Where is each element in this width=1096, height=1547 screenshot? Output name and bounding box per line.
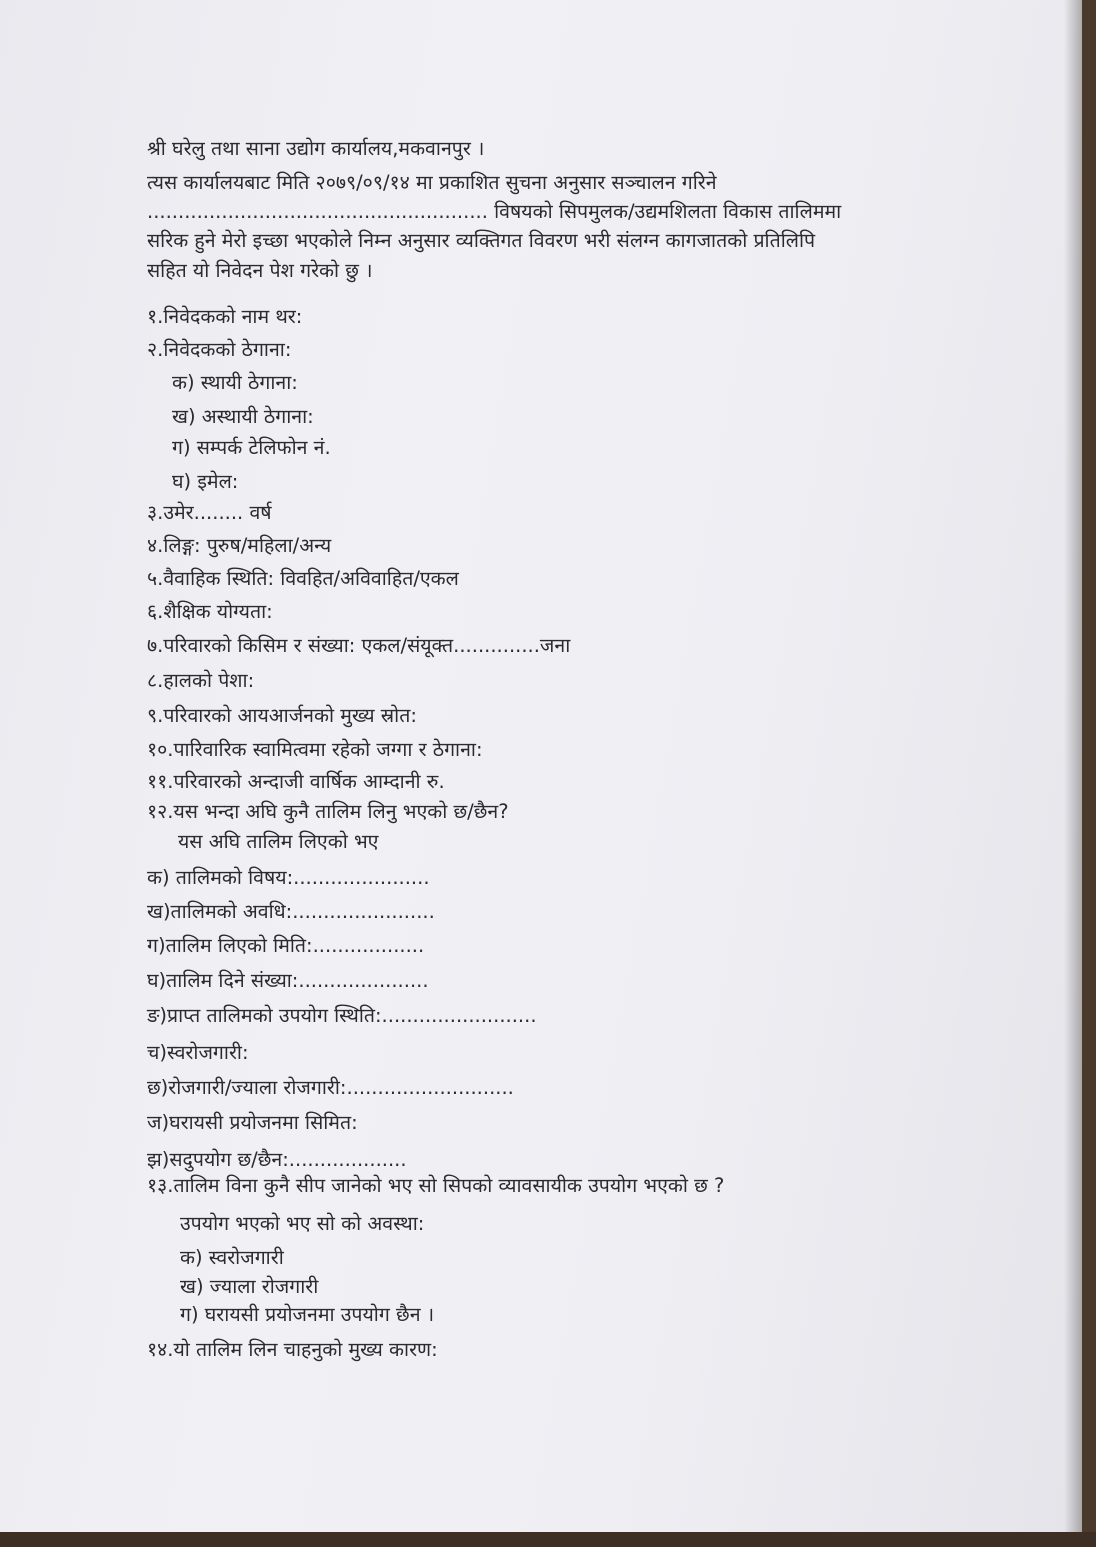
field-self-employment: च)स्वरोजगारी:	[147, 1041, 249, 1064]
field-wage-employment: छ)रोजगारी/ज्याला रोजगारी:...........................	[147, 1076, 514, 1099]
field-training-duration: ख)तालिमको अवधि:.......................	[147, 900, 435, 923]
field-prior-training-sub: यस अघि तालिम लिएको भए	[178, 830, 379, 853]
field-training-date: ग)तालिम लिएको मिति:..................	[147, 934, 425, 957]
field-annual-income: ११.परिवारको अन्दाजी वार्षिक आम्दानी रु.	[147, 770, 445, 793]
field-marital-status: ५.वैवाहिक स्थिति: विवहित/अविवाहित/एकल	[147, 567, 459, 590]
field-household-use: ज)घरायसी प्रयोजनमा सिमित:	[147, 1111, 358, 1134]
field-temporary-address: ख) अस्थायी ठेगाना:	[172, 405, 314, 428]
field-contact-phone: ग) सम्पर्क टेलिफोन नं.	[172, 436, 331, 459]
field-email: घ) इमेल:	[172, 470, 239, 493]
field-gender: ४.लिङ्ग: पुरुष/महिला/अन्य	[147, 534, 332, 557]
field-usage-self-employment: क) स्वरोजगारी	[180, 1246, 284, 1269]
field-proper-use: झ)सदुपयोग छ/छैन:...................	[147, 1148, 407, 1171]
field-usage-status: उपयोग भएको भए सो को अवस्था:	[180, 1212, 425, 1235]
paper-right-shadow	[1064, 0, 1082, 1532]
field-permanent-address: क) स्थायी ठेगाना:	[172, 371, 298, 394]
field-education: ६.शैक्षिक योग्यता:	[147, 600, 273, 623]
intro-line-2: ....................................................... विषयको सिपमुलक/उद्यमशिलता विकास तालिममा	[147, 200, 842, 223]
field-training-usage: ङ)प्राप्त तालिमको उपयोग स्थिति:.........................	[147, 1004, 537, 1027]
table-surface	[0, 1532, 1096, 1547]
field-training-provider: घ)तालिम दिने संख्या:.....................	[147, 969, 429, 992]
field-main-reason: १४.यो तालिम लिन चाहनुको मुख्य कारण:	[147, 1338, 438, 1361]
field-usage-household: ग) घरायसी प्रयोजनमा उपयोग छैन ।	[180, 1303, 435, 1326]
field-prior-training: १२.यस भन्दा अघि कुनै तालिम लिनु भएको छ/छैन?	[147, 800, 509, 823]
field-age: ३.उमेर........ वर्ष	[147, 501, 272, 524]
intro-line-1: त्यस कार्यालयबाट मिति २०७९/०९/१४ मा प्रकाशित सुचना अनुसार सञ्चालन गरिने	[147, 171, 717, 194]
intro-line-3: सरिक हुने मेरो इच्छा भएकोले निम्न अनुसार व्यक्तिगत विवरण भरी संलग्न कागजातको प्रतिलिपि	[147, 229, 816, 252]
addressee-line: श्री घरेलु तथा साना उद्योग कार्यालय,मकवानपुर ।	[147, 137, 485, 160]
field-usage-wage-employment: ख) ज्याला रोजगारी	[180, 1275, 319, 1298]
field-family-land: १०.पारिवारिक स्वामित्वमा रहेको जग्गा र ठेगाना:	[147, 738, 483, 761]
field-applicant-name: १.निवेदकको नाम थर:	[147, 305, 303, 328]
intro-line-4: सहित यो निवेदन पेश गरेको छु ।	[147, 259, 373, 282]
field-applicant-address: २.निवेदकको ठेगाना:	[147, 338, 292, 361]
field-current-occupation: ८.हालको पेशा:	[147, 669, 255, 692]
field-training-subject: क) तालिमको विषय:......................	[147, 866, 430, 889]
field-family-type: ७.परिवारको किसिम र संख्या: एकल/संयूक्त..............जना	[147, 634, 571, 657]
field-income-source: ९.परिवारको आयआर्जनको मुख्य स्रोत:	[147, 704, 417, 727]
field-skill-without-training: १३.तालिम विना कुनै सीप जानेको भए सो सिपको व्यावसायीक उपयोग भएको छ ?	[147, 1174, 725, 1197]
